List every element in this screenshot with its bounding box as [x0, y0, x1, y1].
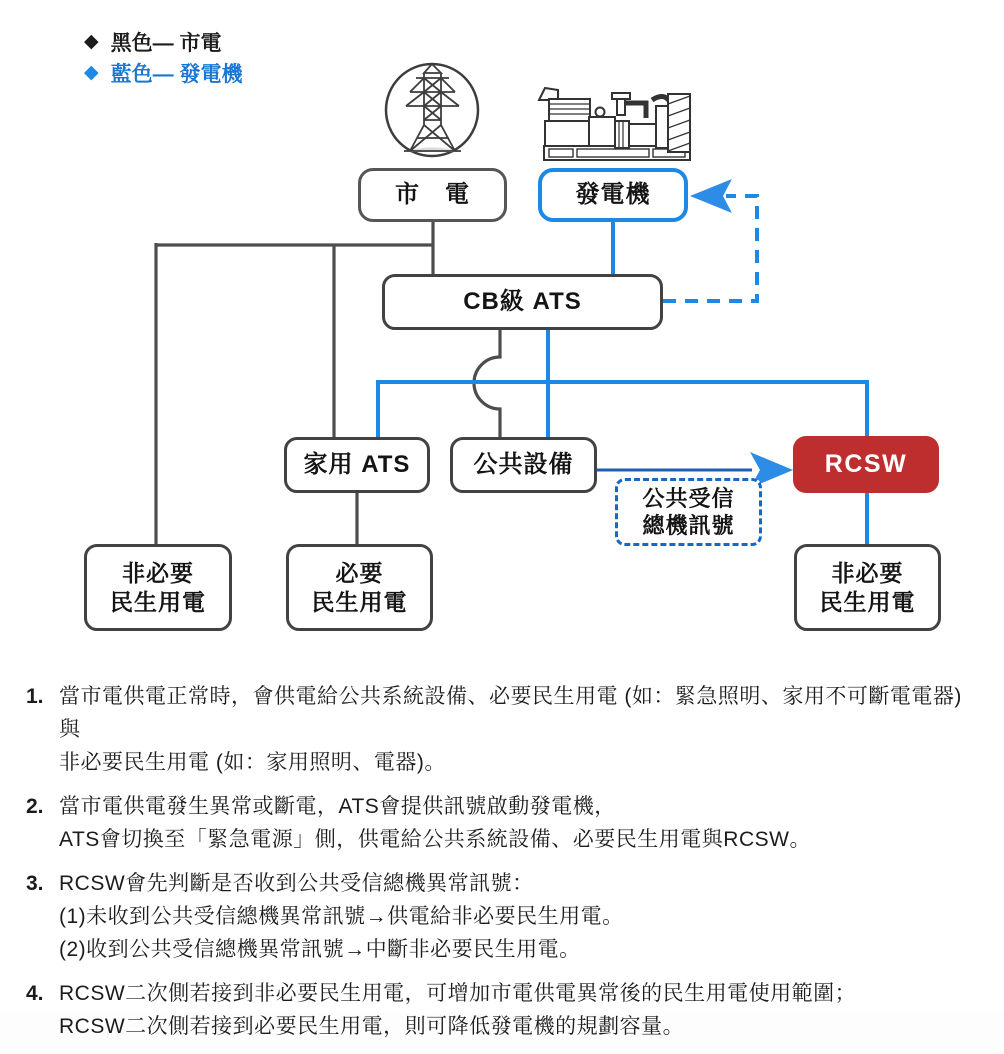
node-home-ats: 家用 ATS: [284, 437, 430, 493]
note-line: RCSW二次側若接到必要民生用電，則可降低發電機的規劃容量。: [59, 1015, 685, 1038]
node-public-facility: 公共設備: [450, 437, 597, 493]
node-nonessential-load-left: [84, 544, 232, 631]
legend: [84, 26, 242, 88]
transmission-tower-icon: [386, 64, 478, 156]
note-line: RCSW二次側若接到非必要民生用電，可增加市電供電異常後的民生用電使用範圍；: [59, 982, 857, 1005]
node-cb-ats: CB級 ATS: [382, 274, 663, 330]
note-number: 3.: [26, 872, 44, 895]
note-line: (1)未收到公共受信總機異常訊號→供電給非必要民生用電。: [59, 905, 624, 928]
load-label-line: 民生用電: [819, 588, 916, 615]
note-line: (2)收到公共受信總機異常訊號→中斷非必要民生用電。: [59, 938, 581, 961]
note-line: 非必要民生用電 (如：家用照明、電器)。: [59, 751, 446, 774]
load-label-line: 非必要: [122, 559, 194, 586]
diamond-icon: ◆: [84, 31, 99, 52]
load-label-line: 民生用電: [110, 588, 206, 615]
generator-icon: [539, 88, 690, 160]
node-essential-load: [286, 544, 433, 631]
note-4: [26, 977, 984, 1043]
notes-section: [26, 680, 984, 1054]
load-label-line: 民生用電: [311, 588, 408, 615]
legend-item-generator: [84, 57, 242, 88]
note-line: 當市電供電正常時，會供電給公共系統設備、必要民生用電 (如：緊急照明、家用不可斷電電器) 與: [59, 685, 962, 741]
note-number: 4.: [26, 982, 44, 1005]
note-1: [26, 680, 984, 779]
load-label-line: 必要: [335, 559, 384, 586]
note-line: ATS會切換至「緊急電源」側，供電給公共系統設備、必要民生用電與RCSW。: [59, 828, 811, 851]
legend-label: 黑色— 市電: [110, 31, 222, 55]
note-number: 1.: [26, 685, 44, 708]
load-label-line: 非必要: [831, 559, 904, 586]
note-line: RCSW會先判斷是否收到公共受信總機異常訊號：: [59, 872, 534, 895]
note-2: [26, 790, 984, 856]
node-generator: 發電機: [538, 168, 688, 222]
legend-label: 藍色— 發電機: [110, 62, 243, 86]
node-nonessential-load-right: [794, 544, 941, 631]
note-3: [26, 867, 984, 966]
node-public-receiver-signal: [615, 478, 762, 546]
note-number: 2.: [26, 795, 44, 818]
diamond-icon: ◆: [84, 62, 99, 83]
legend-item-utility: [84, 26, 242, 57]
arrow-to-generator-icon: [690, 179, 732, 213]
signal-box-line: 總機訊號: [642, 513, 735, 538]
signal-box-line: 公共受信: [642, 485, 735, 511]
node-rcsw: RCSW: [793, 436, 939, 493]
node-utility-power: 市 電: [358, 168, 507, 222]
note-line: 當市電供電發生異常或斷電，ATS會提供訊號啟動發電機，: [59, 795, 616, 818]
